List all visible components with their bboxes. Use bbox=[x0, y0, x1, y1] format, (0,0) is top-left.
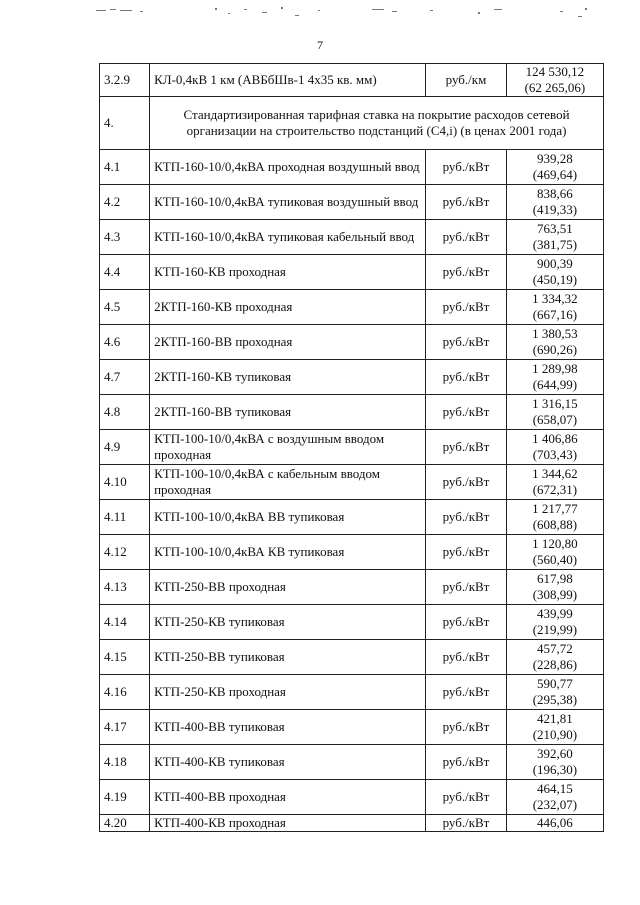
unit-cell: руб./кВт bbox=[426, 500, 507, 535]
value-primary: 590,77 bbox=[537, 676, 573, 691]
item-name: КТП-400-КВ проходная bbox=[150, 815, 426, 832]
row-number: 4.8 bbox=[100, 395, 150, 430]
table-row bbox=[100, 255, 604, 290]
table-row bbox=[100, 360, 604, 395]
item-name: КТП-160-10/0,4кВА тупиковая воздушный ввод bbox=[150, 185, 426, 220]
value-primary: 900,39 bbox=[537, 256, 573, 271]
value-cell bbox=[506, 500, 603, 535]
value-cell bbox=[506, 255, 603, 290]
table-row bbox=[100, 500, 604, 535]
item-name: КТП-400-КВ тупиковая bbox=[150, 745, 426, 780]
unit-cell: руб./кВт bbox=[426, 360, 507, 395]
table-row bbox=[100, 325, 604, 360]
row-number: 4.12 bbox=[100, 535, 150, 570]
value-primary: 838,66 bbox=[537, 186, 573, 201]
row-number: 4.5 bbox=[100, 290, 150, 325]
section-heading: Стандартизированная тарифная ставка на покрытие расходов сетевой организации на строительство подстанций (С4,i) (в ценах 2001 года) bbox=[150, 97, 604, 150]
unit-cell: руб./кВт bbox=[426, 780, 507, 815]
value-primary: 124 530,12 bbox=[525, 64, 585, 79]
value-secondary: (658,07) bbox=[532, 412, 578, 427]
page-number: 7 bbox=[317, 38, 323, 52]
unit-cell: руб./кВт bbox=[426, 640, 507, 675]
item-name: КТП-250-КВ проходная bbox=[150, 675, 426, 710]
table-row bbox=[100, 290, 604, 325]
unit-cell: руб./кВт bbox=[426, 745, 507, 780]
item-name: КТП-250-КВ тупиковая bbox=[150, 605, 426, 640]
unit-cell: руб./км bbox=[426, 64, 507, 97]
unit-cell: руб./кВт bbox=[426, 220, 507, 255]
value-primary: 439,99 bbox=[537, 606, 573, 621]
table-row bbox=[100, 150, 604, 185]
value-cell bbox=[506, 185, 603, 220]
value-cell bbox=[506, 640, 603, 675]
value-secondary: (690,26) bbox=[532, 342, 578, 357]
row-number: 4.14 bbox=[100, 605, 150, 640]
value-primary: 1 380,53 bbox=[532, 326, 578, 341]
value-primary: 457,72 bbox=[537, 641, 573, 656]
table-row bbox=[100, 815, 604, 832]
value-secondary: (308,99) bbox=[532, 587, 578, 602]
value-secondary: (228,86) bbox=[532, 657, 578, 672]
row-number: 4.9 bbox=[100, 430, 150, 465]
unit-cell: руб./кВт bbox=[426, 710, 507, 745]
unit-cell: руб./кВт bbox=[426, 570, 507, 605]
row-number: 4.16 bbox=[100, 675, 150, 710]
unit-cell: руб./кВт bbox=[426, 185, 507, 220]
value-secondary: (703,43) bbox=[532, 447, 578, 462]
value-primary: 1 289,98 bbox=[532, 361, 578, 376]
value-primary: 617,98 bbox=[537, 571, 573, 586]
value-secondary: (196,30) bbox=[532, 762, 578, 777]
item-name: КЛ-0,4кВ 1 км (АВБбШв-1 4х35 кв. мм) bbox=[150, 64, 426, 97]
scan-noise bbox=[0, 0, 640, 24]
row-number: 4.19 bbox=[100, 780, 150, 815]
item-name: КТП-100-10/0,4кВА ВВ тупиковая bbox=[150, 500, 426, 535]
value-cell bbox=[506, 150, 603, 185]
item-name: КТП-100-10/0,4кВА КВ тупиковая bbox=[150, 535, 426, 570]
row-number: 3.2.9 bbox=[100, 64, 150, 97]
table-row bbox=[100, 570, 604, 605]
value-cell bbox=[506, 360, 603, 395]
table-row bbox=[100, 185, 604, 220]
table-row bbox=[100, 430, 604, 465]
value-cell bbox=[506, 710, 603, 745]
table-row bbox=[100, 675, 604, 710]
row-number: 4.15 bbox=[100, 640, 150, 675]
value-primary: 446,06 bbox=[537, 815, 573, 830]
value-cell bbox=[506, 395, 603, 430]
unit-cell: руб./кВт bbox=[426, 465, 507, 500]
table-row bbox=[100, 710, 604, 745]
item-name: КТП-400-ВВ тупиковая bbox=[150, 710, 426, 745]
value-cell bbox=[506, 430, 603, 465]
value-primary: 1 316,15 bbox=[532, 396, 578, 411]
unit-cell: руб./кВт bbox=[426, 325, 507, 360]
item-name: КТП-250-ВВ тупиковая bbox=[150, 640, 426, 675]
table-row bbox=[100, 220, 604, 255]
value-secondary: (295,38) bbox=[532, 692, 578, 707]
value-cell bbox=[506, 745, 603, 780]
item-name: КТП-160-КВ проходная bbox=[150, 255, 426, 290]
table-row bbox=[100, 64, 604, 97]
value-cell bbox=[506, 465, 603, 500]
table-row bbox=[100, 605, 604, 640]
item-name: 2КТП-160-ВВ проходная bbox=[150, 325, 426, 360]
value-cell bbox=[506, 220, 603, 255]
item-name: 2КТП-160-КВ тупиковая bbox=[150, 360, 426, 395]
value-cell bbox=[506, 325, 603, 360]
table-row bbox=[100, 640, 604, 675]
value-secondary: (469,64) bbox=[532, 167, 578, 182]
value-secondary: (667,16) bbox=[532, 307, 578, 322]
value-cell bbox=[506, 570, 603, 605]
tariff-table bbox=[99, 63, 604, 832]
value-secondary: (608,88) bbox=[532, 517, 578, 532]
unit-cell: руб./кВт bbox=[426, 605, 507, 640]
value-secondary: (644,99) bbox=[532, 377, 578, 392]
value-primary: 763,51 bbox=[537, 221, 573, 236]
value-cell bbox=[506, 64, 603, 97]
value-secondary: (419,33) bbox=[532, 202, 578, 217]
unit-cell: руб./кВт bbox=[426, 395, 507, 430]
value-cell bbox=[506, 815, 603, 832]
value-cell bbox=[506, 605, 603, 640]
row-number: 4.4 bbox=[100, 255, 150, 290]
row-number: 4.3 bbox=[100, 220, 150, 255]
value-secondary: (219,99) bbox=[532, 622, 578, 637]
row-number: 4.1 bbox=[100, 150, 150, 185]
item-name: КТП-100-10/0,4кВА с кабельным вводом проходная bbox=[150, 465, 426, 500]
unit-cell: руб./кВт bbox=[426, 535, 507, 570]
unit-cell: руб./кВт bbox=[426, 255, 507, 290]
row-number: 4.13 bbox=[100, 570, 150, 605]
value-secondary: (232,07) bbox=[532, 797, 578, 812]
row-number: 4.6 bbox=[100, 325, 150, 360]
row-number: 4.2 bbox=[100, 185, 150, 220]
value-primary: 939,28 bbox=[537, 151, 573, 166]
unit-cell: руб./кВт bbox=[426, 150, 507, 185]
table-row bbox=[100, 395, 604, 430]
value-primary: 1 344,62 bbox=[532, 466, 578, 481]
table-row bbox=[100, 465, 604, 500]
table-row bbox=[100, 745, 604, 780]
table-row bbox=[100, 97, 604, 150]
row-number: 4.7 bbox=[100, 360, 150, 395]
item-name: КТП-160-10/0,4кВА тупиковая кабельный ввод bbox=[150, 220, 426, 255]
value-secondary: (672,31) bbox=[532, 482, 578, 497]
table-row bbox=[100, 535, 604, 570]
unit-cell: руб./кВт bbox=[426, 675, 507, 710]
item-name: 2КТП-160-ВВ тупиковая bbox=[150, 395, 426, 430]
value-cell bbox=[506, 290, 603, 325]
value-cell bbox=[506, 675, 603, 710]
unit-cell: руб./кВт bbox=[426, 430, 507, 465]
value-secondary: (381,75) bbox=[532, 237, 578, 252]
value-primary: 1 334,32 bbox=[532, 291, 578, 306]
value-secondary: (560,40) bbox=[532, 552, 578, 567]
value-primary: 1 217,77 bbox=[532, 501, 578, 516]
row-number: 4.10 bbox=[100, 465, 150, 500]
row-number: 4.17 bbox=[100, 710, 150, 745]
value-primary: 1 120,80 bbox=[532, 536, 578, 551]
value-primary: 392,60 bbox=[537, 746, 573, 761]
value-primary: 421,81 bbox=[537, 711, 573, 726]
value-secondary: (62 265,06) bbox=[524, 80, 586, 95]
row-number: 4.11 bbox=[100, 500, 150, 535]
table-row bbox=[100, 780, 604, 815]
item-name: КТП-250-ВВ проходная bbox=[150, 570, 426, 605]
unit-cell: руб./кВт bbox=[426, 815, 507, 832]
row-number: 4.18 bbox=[100, 745, 150, 780]
item-name: 2КТП-160-КВ проходная bbox=[150, 290, 426, 325]
value-cell bbox=[506, 780, 603, 815]
unit-cell: руб./кВт bbox=[426, 290, 507, 325]
item-name: КТП-100-10/0,4кВА с воздушным вводом проходная bbox=[150, 430, 426, 465]
value-primary: 1 406,86 bbox=[532, 431, 578, 446]
value-cell bbox=[506, 535, 603, 570]
row-number: 4.20 bbox=[100, 815, 150, 832]
value-secondary: (450,19) bbox=[532, 272, 578, 287]
item-name: КТП-160-10/0,4кВА проходная воздушный ввод bbox=[150, 150, 426, 185]
row-number: 4. bbox=[100, 97, 150, 150]
value-secondary: (210,90) bbox=[532, 727, 578, 742]
item-name: КТП-400-ВВ проходная bbox=[150, 780, 426, 815]
value-primary: 464,15 bbox=[537, 781, 573, 796]
